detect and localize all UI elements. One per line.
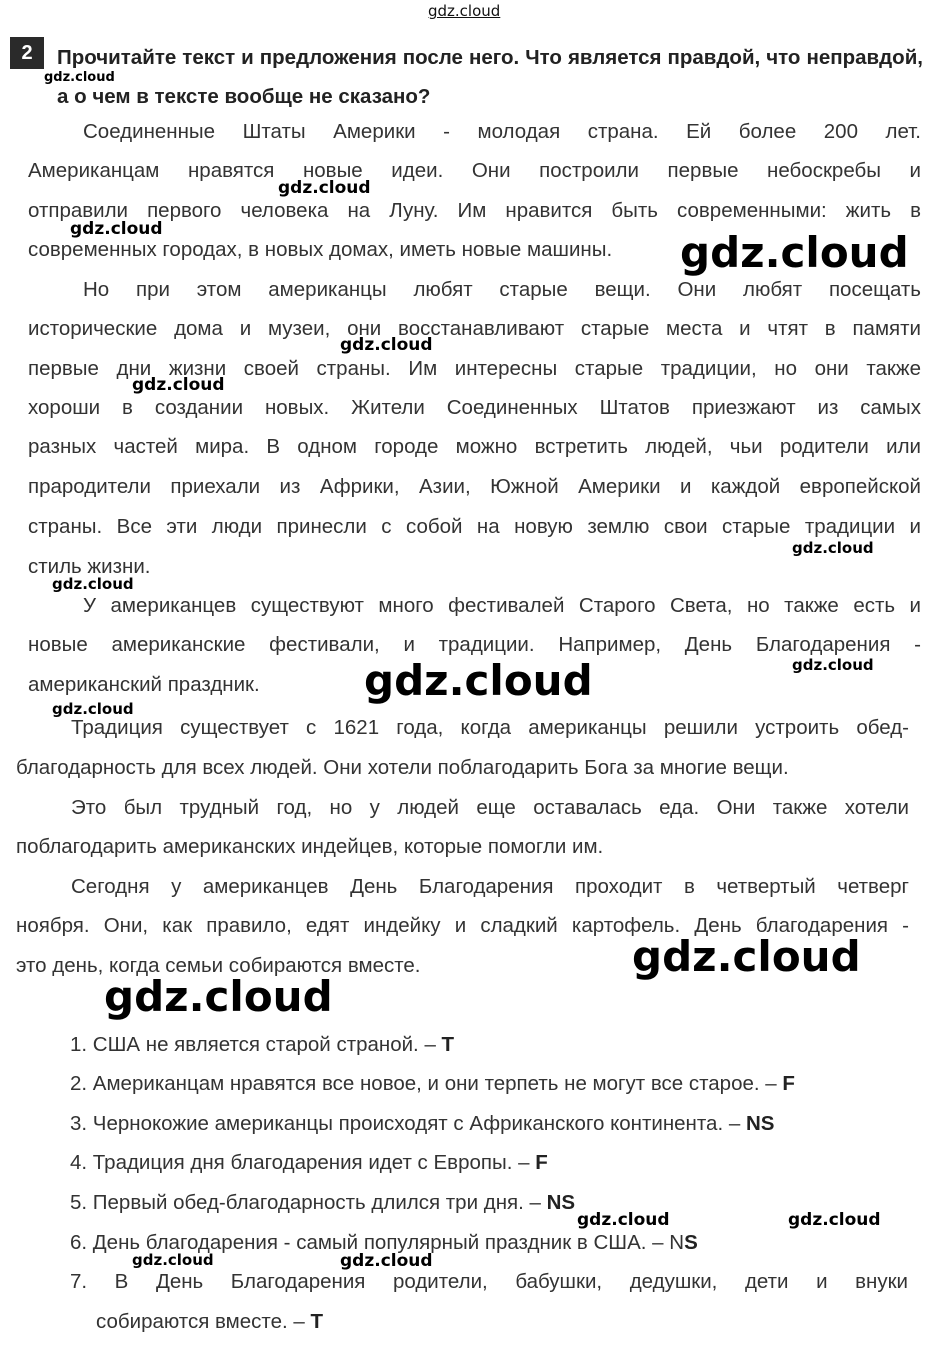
watermark: gdz.cloud: [792, 656, 874, 674]
statement-text: 5. Первый обед-благодарность длился три дня. –: [70, 1191, 547, 1214]
text-line: стиль жизни.: [28, 555, 151, 578]
text-line: исторические дома и музеи, они восстанавливают старые места и чтят в памяти: [28, 317, 921, 340]
text-line: Американцам нравятся новые идеи. Они построили первые небоскребы и: [28, 159, 921, 182]
statement-answer: T: [310, 1310, 323, 1333]
text-line: благодарность для всех людей. Они хотели поблагодарить Бога за многие вещи.: [16, 756, 789, 779]
watermark: gdz.cloud: [278, 178, 371, 198]
watermark: gdz.cloud: [52, 575, 134, 593]
site-header-link[interactable]: gdz.cloud: [428, 2, 501, 20]
task-number-badge: 2: [10, 37, 44, 69]
watermark: gdz.cloud: [340, 1251, 433, 1271]
watermark: gdz.cloud: [70, 219, 163, 239]
statement-item: [70, 1191, 575, 1215]
watermark: gdz.cloud: [792, 539, 874, 557]
text-line: хороши в создании новых. Жители Соединенных Штатов приезжают из самых: [28, 396, 921, 419]
statement-text: 3. Чернокожие американцы происходят с Африканского континента. –: [70, 1112, 746, 1135]
watermark: gdz.cloud: [44, 70, 115, 85]
task-title: Прочитайте текст и предложения после него. Что является правдой, что неправдой, а о чем в тексте вообще не сказано?: [57, 46, 923, 108]
statement-item: [70, 1112, 774, 1136]
watermark: gdz.cloud: [104, 972, 333, 1021]
text-line: страны. Все эти люди принесли с собой на новую землю свои старые традиции и: [28, 515, 921, 538]
statement-item: [70, 1270, 908, 1294]
text-line: Это был трудный год, но у людей еще оставалась еда. Они также хотели: [71, 796, 909, 819]
watermark: gdz.cloud: [364, 656, 593, 705]
statement-item: [70, 1033, 454, 1057]
statement-answer: F: [535, 1151, 548, 1174]
text-line: У американцев существуют много фестивалей Старого Света, но также есть и: [83, 594, 921, 617]
text-line: Сегодня у американцев День Благодарения проходит в четвертый четверг: [71, 875, 909, 898]
text-line: ноября. Они, как правило, едят индейку и сладкий картофель. День благодарения -: [16, 914, 909, 937]
text-line: поблагодарить американских индейцев, которые помогли им.: [16, 835, 604, 858]
watermark: gdz.cloud: [132, 1251, 214, 1269]
text-line: отправили первого человека на Луну. Им нравится быть современными: жить в: [28, 199, 921, 222]
text-line: Соединенные Штаты Америки - молодая страна. Ей более 200 лет.: [83, 120, 921, 143]
text-line: американский праздник.: [28, 673, 260, 696]
statement-text: 6. День благодарения - самый популярный праздник в США. – N: [70, 1231, 685, 1254]
watermark: gdz.cloud: [788, 1210, 881, 1230]
statement-answer: F: [782, 1072, 795, 1095]
watermark: gdz.cloud: [132, 375, 225, 395]
watermark: gdz.cloud: [340, 335, 433, 355]
statement-item: [96, 1310, 323, 1334]
statement-answer: S: [684, 1231, 698, 1254]
statement-answer: NS: [745, 1112, 775, 1135]
statement-answer: NS: [546, 1191, 576, 1214]
statement-text: 2. Американцам нравятся все новое, и они терпеть не могут все старое. –: [70, 1072, 783, 1095]
statement-text: 4. Традиция дня благодарения идет с Европы. –: [70, 1151, 536, 1174]
statement-item: [70, 1151, 548, 1175]
watermark: gdz.cloud: [680, 228, 909, 277]
watermark: gdz.cloud: [577, 1210, 670, 1230]
watermark: gdz.cloud: [632, 932, 861, 981]
text-line: современных городах, в новых домах, иметь новые машины.: [28, 238, 613, 261]
text-line: Традиция существует с 1621 года, когда американцы решили устроить обед-: [71, 716, 909, 739]
statement-text: собираются вместе. –: [96, 1310, 311, 1333]
text-line: Но при этом американцы любят старые вещи. Они любят посещать: [83, 278, 921, 301]
text-line: прародители приехали из Африки, Азии, Южной Америки и каждой европейской: [28, 475, 921, 498]
watermark: gdz.cloud: [52, 700, 134, 718]
text-line: первые дни жизни своей страны. Им интересны старые традиции, но они также: [28, 357, 921, 380]
statement-text: 1. США не является старой страной. –: [70, 1033, 442, 1056]
statement-answer: T: [441, 1033, 455, 1056]
statement-item: [70, 1072, 795, 1096]
text-line: новые американские фестивали, и традиции. Например, День Благодарения -: [28, 633, 921, 656]
text-line: разных частей мира. В одном городе можно встретить людей, чьи родители или: [28, 435, 921, 458]
statement-text: 7. В День Благодарения родители, бабушки, дедушки, дети и внуки: [70, 1270, 908, 1293]
text-line: это день, когда семьи собираются вместе.: [16, 954, 421, 977]
